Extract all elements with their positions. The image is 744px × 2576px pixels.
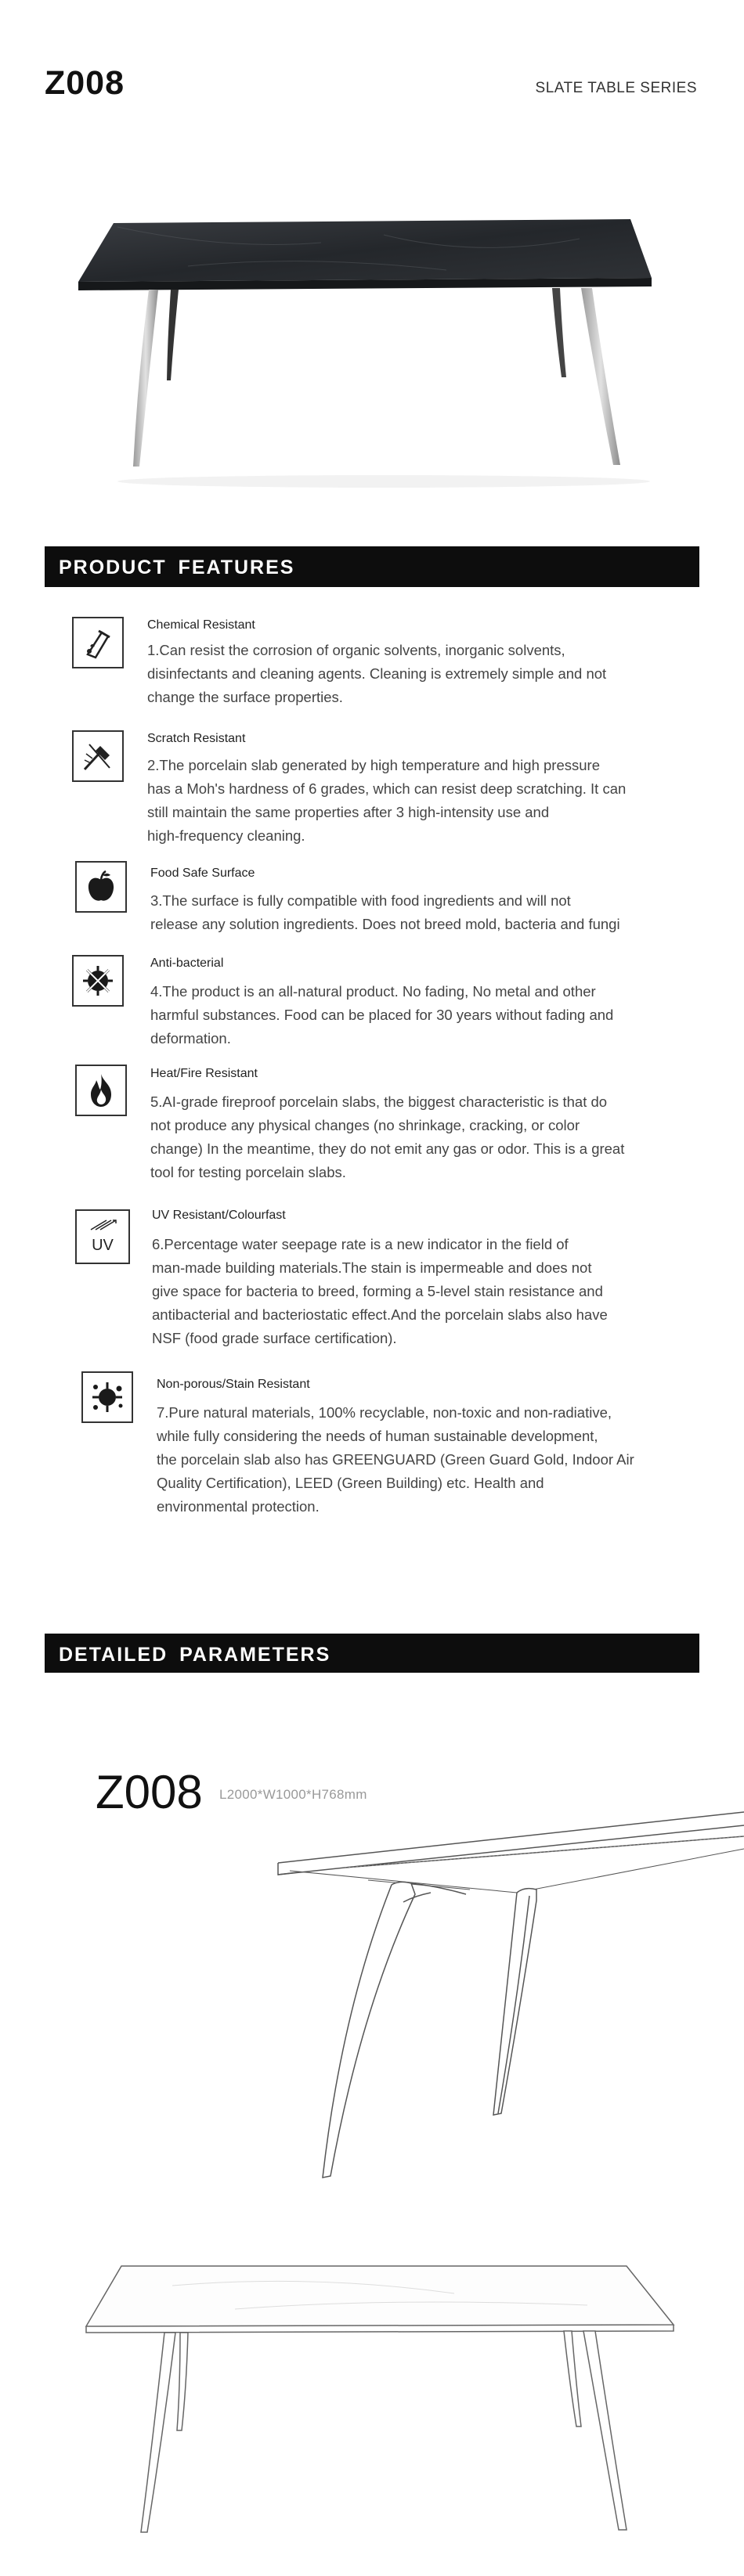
- detailed-parameters-header: [45, 1634, 699, 1673]
- product-model: Z008: [45, 64, 125, 102]
- params-model: Z008: [96, 1766, 203, 1818]
- apple-icon: [75, 861, 127, 913]
- product-features-title: PRODUCT FEATURES: [59, 557, 295, 578]
- table-full-drawing: [78, 2254, 689, 2552]
- detailed-parameters-title: DETAILED PARAMETERS: [59, 1644, 331, 1666]
- table-product-image: [70, 211, 681, 501]
- feature-description: 5.AI-grade fireproof porcelain slabs, the biggest characteristic is that do not produce any physical changes (no shrinkage, cracking, or color change) In the meantime, they do not emit any gas or odor. This is a great tool for testing porcelain slabs.: [150, 1093, 625, 1180]
- uv-icon-text: UV: [92, 1237, 114, 1254]
- feature-title: Scratch Resistant: [147, 732, 246, 745]
- stain-icon: [81, 1371, 133, 1423]
- feature-description: 1.Can resist the corrosion of organic solvents, inorganic solvents, disinfectants and cleaning agents. Cleaning is extremely simple and not change the surface properties.: [147, 642, 607, 705]
- uv-icon: [75, 1209, 130, 1264]
- feature-description: 3.The surface is fully compatible with food ingredients and will not release any solution ingredients. Does not breed mold, bacteria and fungi: [150, 892, 620, 932]
- params-dimensions: L2000*W1000*H768mm: [219, 1787, 367, 1802]
- table-detail-drawing: [266, 1808, 744, 2215]
- feature-title: Heat/Fire Resistant: [150, 1067, 258, 1080]
- feature-title: Non-porous/Stain Resistant: [157, 1378, 310, 1391]
- feature-description: 2.The porcelain slab generated by high temperature and high pressure has a Moh's hardness of 6 grades, which can resist deep scratching. It can still maintain the same properties after 3 high-intensity use and high-frequency cleaning.: [147, 757, 627, 844]
- feature-description: 6.Percentage water seepage rate is a new indicator in the field of man-made building materials.The stain is impermeable and does not give space for bacteria to breed, forming a 5-level stain resistance and antibacterial and bacteriostatic effect.And the porcelain slabs also have NSF (food grade surface certification).: [152, 1236, 608, 1346]
- chemical-icon: [72, 617, 124, 668]
- feature-title: UV Resistant/Colourfast: [152, 1209, 286, 1222]
- feature-title: Chemical Resistant: [147, 618, 255, 632]
- scratch-icon: [72, 730, 124, 782]
- product-features-header: [45, 546, 699, 587]
- feature-title: Anti-bacterial: [150, 957, 224, 970]
- series-label: SLATE TABLE SERIES: [535, 80, 697, 96]
- feature-description: 7.Pure natural materials, 100% recyclable, non-toxic and non-radiative, while fully considering the needs of human sustainable development, the porcelain slab also has GREENGUARD (Green Guard Gold, Indoor Air Quality Certification), LEED (Green Building) etc. Health and environmental protection.: [157, 1404, 634, 1515]
- fire-icon: [75, 1065, 127, 1116]
- feature-description: 4.The product is an all-natural product. No fading, No metal and other harmful substances. Food can be placed for 30 years without fading and deformation.: [150, 983, 614, 1047]
- feature-title: Food Safe Surface: [150, 866, 255, 880]
- bacteria-icon: [72, 955, 124, 1007]
